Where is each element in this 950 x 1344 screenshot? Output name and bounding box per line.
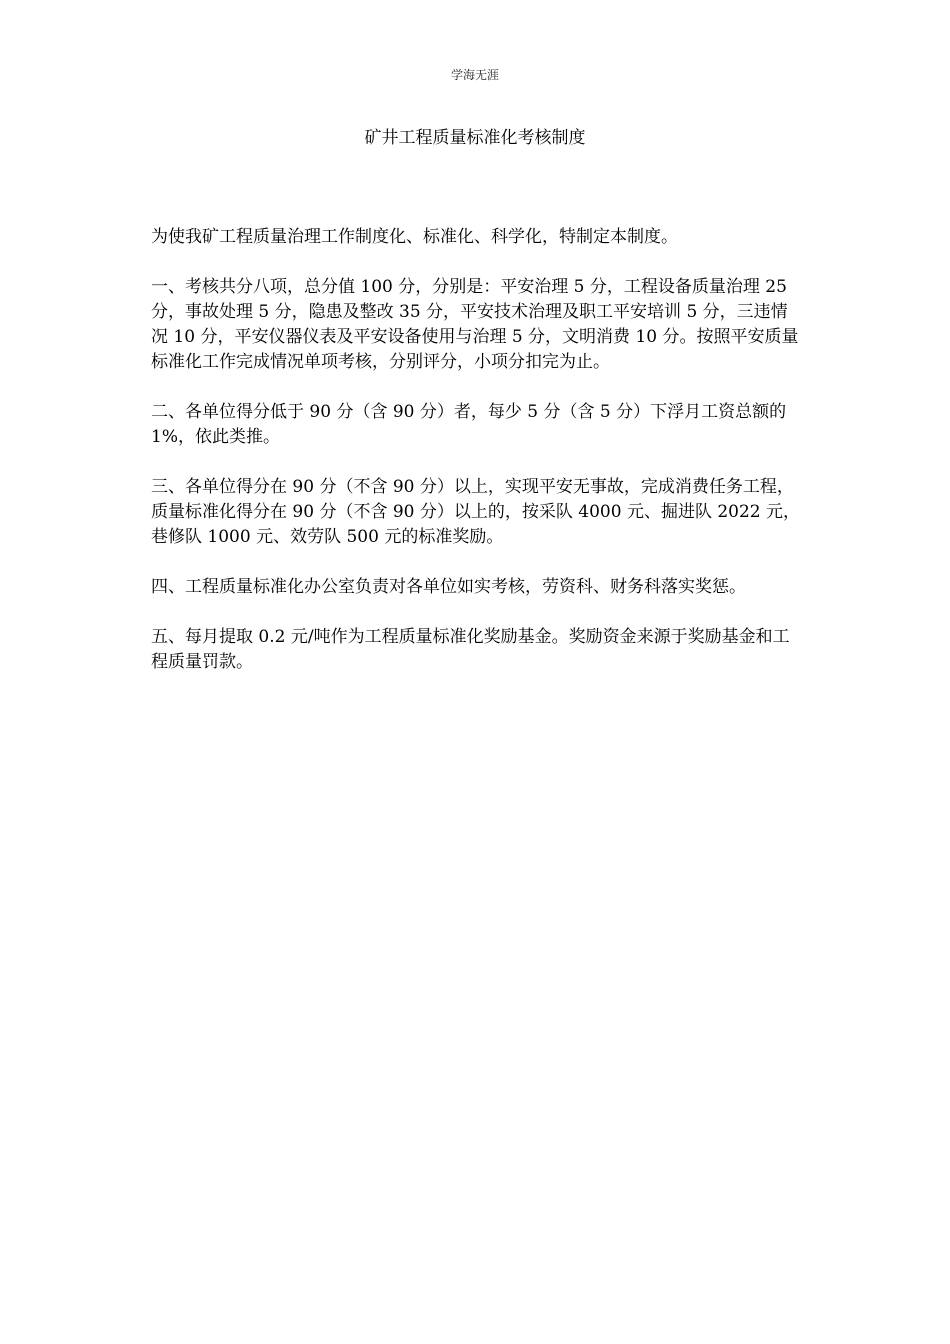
page-header: 学海无涯 <box>450 68 499 82</box>
clause-4-paragraph: 四、工程质量标准化办公室负责对各单位如实考核，劳资科、财务科落实奖惩。 <box>151 577 746 597</box>
intro-paragraph: 为使我矿工程质量治理工作制度化、标准化、科学化，特制定本制度。 <box>151 227 678 247</box>
document-body <box>151 225 801 700</box>
clause-1-paragraph: 一、考核共分八项，总分值 100 分，分别是：平安治理 5 分，工程设备质量治理 25 分，事故处理 5 分，隐患及整改 35 分，平安技术治理及职工平安培训 5 分，三违情况 10 分，平安仪器仪表及平安设备使用与治理 5 分，文明消费 10 分。按照平安质量标准化工作完成情况单项考核，分别评分，小项分扣完为止。 <box>151 277 799 372</box>
clause-5-paragraph: 五、每月提取 0.2 元/吨作为工程质量标准化奖励基金。奖励资金来源于奖励基金和工程质量罚款。 <box>151 627 790 672</box>
document-title: 矿井工程质量标准化考核制度 <box>364 128 586 148</box>
clause-3-paragraph: 三、各单位得分在 90 分（不含 90 分）以上，实现平安无事故，完成消费任务工程，质量标准化得分在 90 分（不含 90 分）以上的，按采队 4000 元、掘进队 2022 元，巷修队 1000 元、效劳队 500 元的标准奖励。 <box>151 477 801 547</box>
clause-2-paragraph: 二、各单位得分低于 90 分（含 90 分）者，每少 5 分（含 5 分）下浮月工资总额的 1%，依此类推。 <box>151 402 787 447</box>
